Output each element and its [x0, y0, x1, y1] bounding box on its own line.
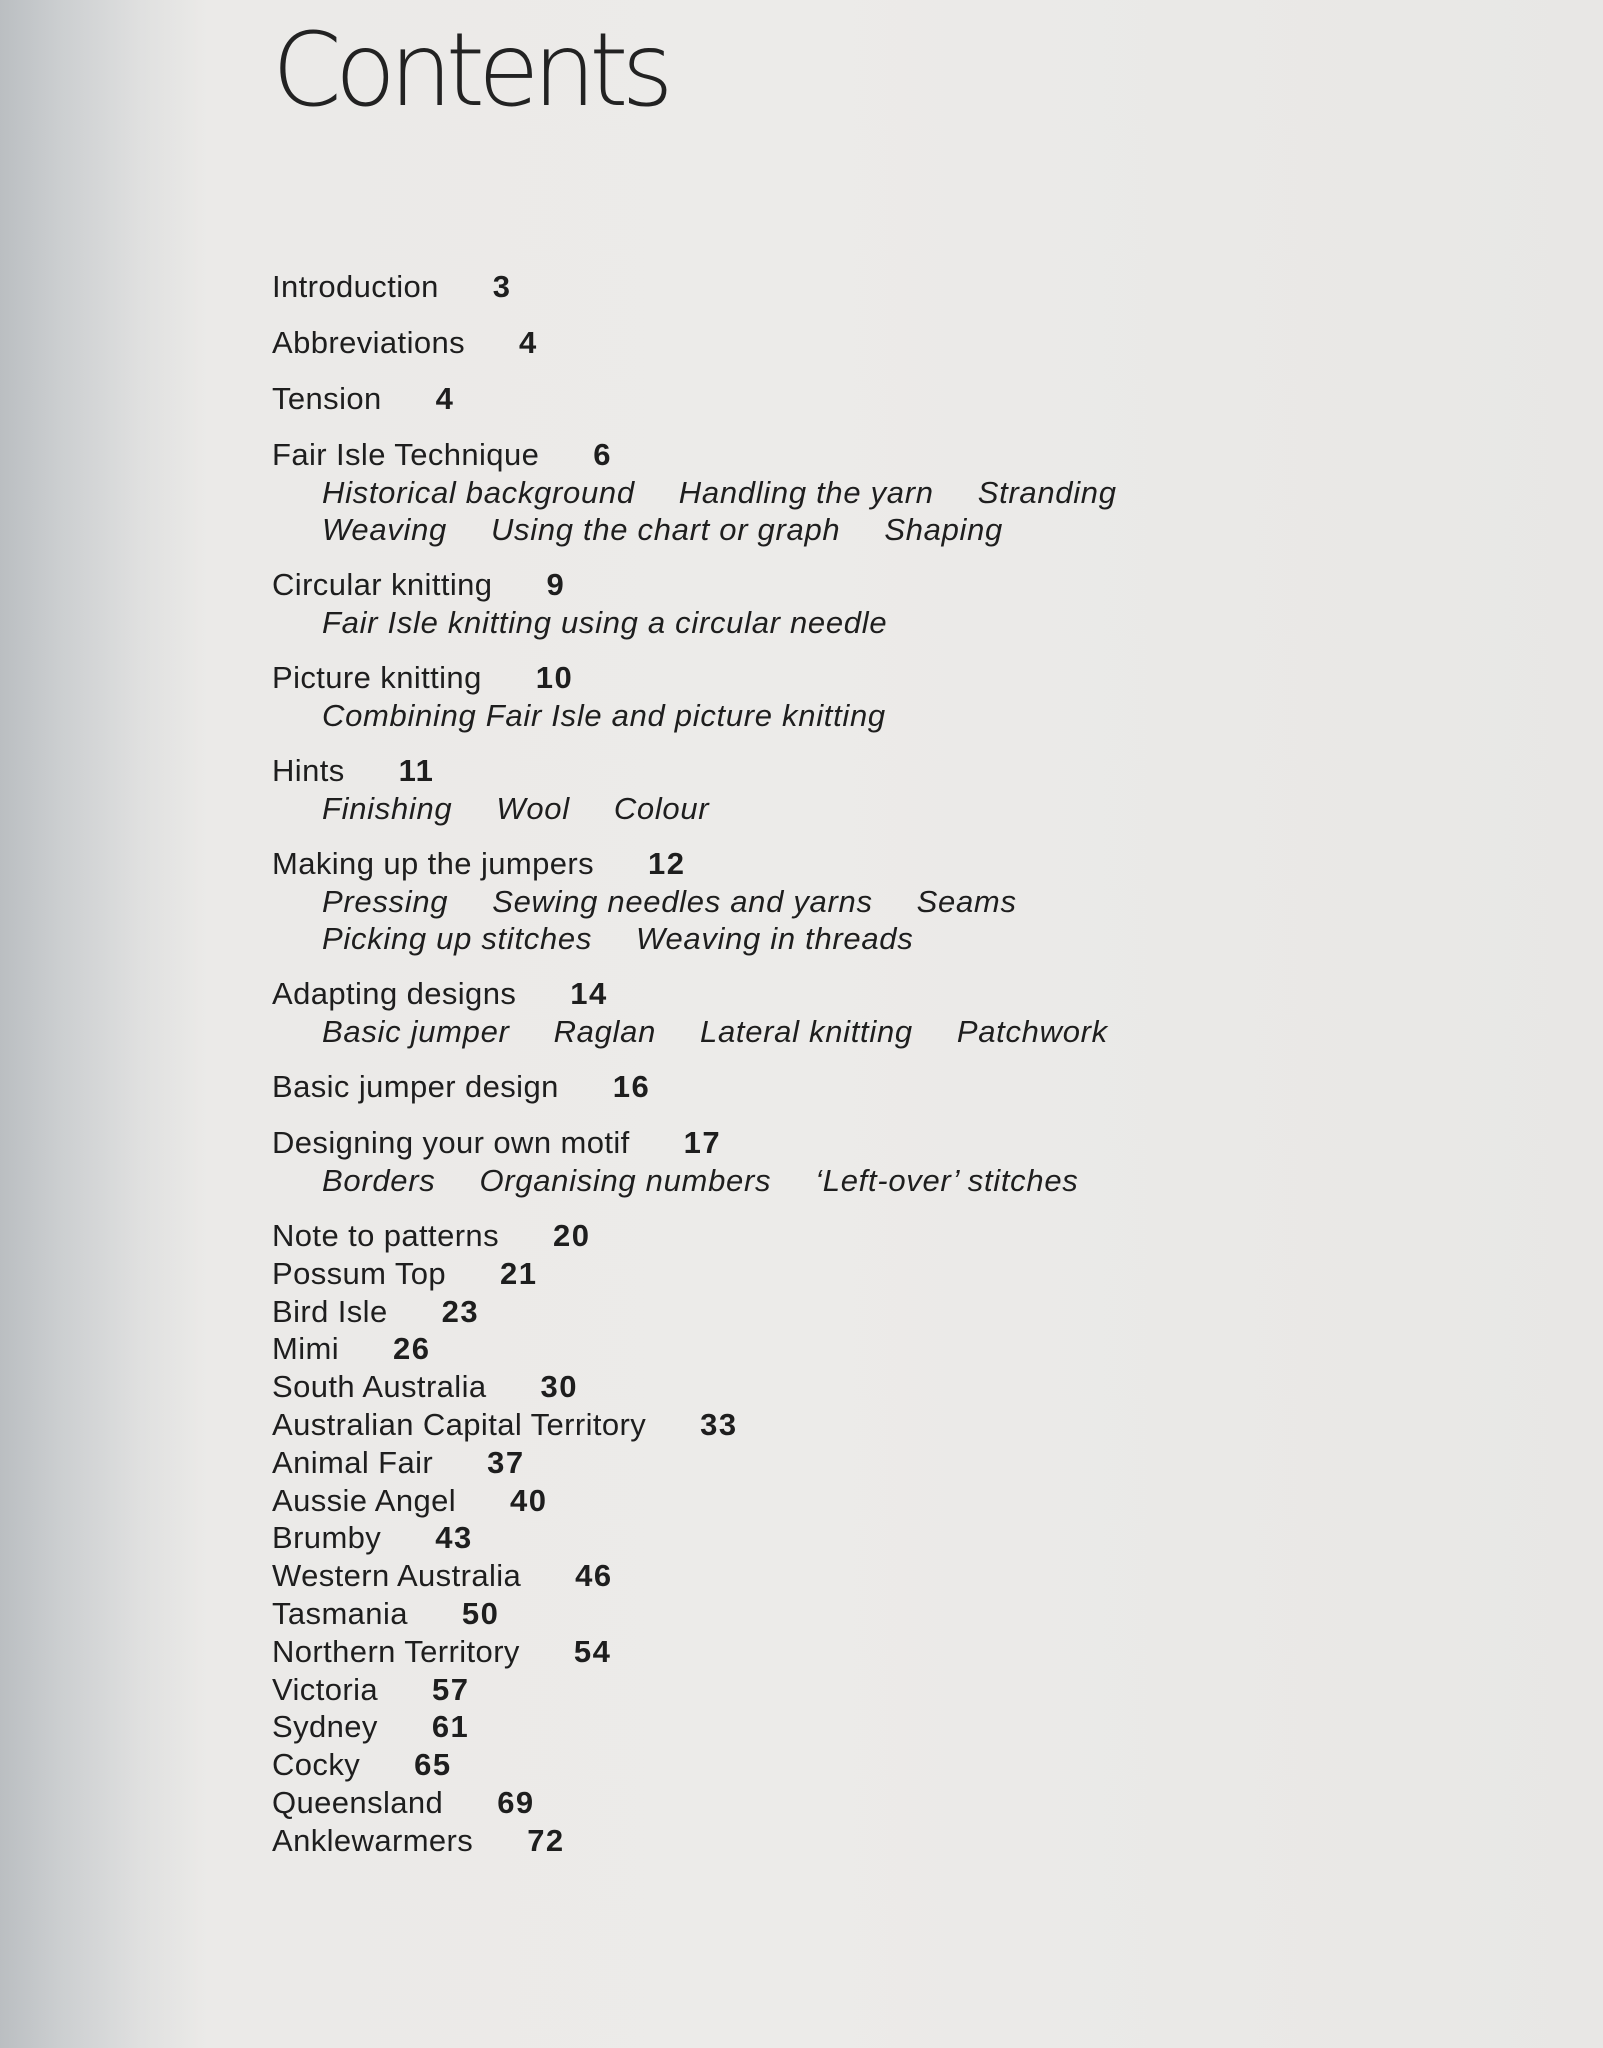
pattern-entry [272, 1633, 1161, 1671]
toc-page-number: 20 [552, 1218, 591, 1253]
toc-entry-heading [272, 268, 1161, 306]
toc-subtopic: Basic jumper [322, 1014, 510, 1049]
toc-page-number: 21 [500, 1255, 538, 1291]
toc-subtopic: Seams [916, 884, 1017, 919]
toc-entry-title: Tension [272, 381, 382, 416]
toc-entry [272, 380, 1161, 418]
toc-page-number: 14 [570, 976, 608, 1011]
toc-page-number: 65 [414, 1747, 452, 1783]
pattern-title: Bird Isle [272, 1293, 388, 1329]
pattern-entry [272, 1746, 1161, 1784]
toc-subtopic: Stranding [977, 475, 1117, 510]
pattern-title: Animal Fair [272, 1444, 434, 1480]
toc-page-number: 43 [435, 1520, 473, 1556]
pattern-title: South Australia [272, 1369, 487, 1405]
toc-page-number: 50 [461, 1595, 500, 1631]
toc-subtopic: Weaving [322, 512, 447, 547]
pattern-entry [272, 1255, 1161, 1293]
pattern-entry-heading [272, 1671, 1161, 1709]
pattern-title: Sydney [272, 1709, 378, 1745]
toc-page-number: 33 [700, 1406, 738, 1442]
toc-subtopic: Raglan [553, 1014, 657, 1049]
pattern-entry [272, 1519, 1161, 1557]
pattern-entry-heading [272, 1557, 1161, 1595]
toc-page-number: 46 [575, 1558, 613, 1594]
table-of-contents [272, 268, 1161, 1860]
pattern-entry [272, 1784, 1161, 1822]
pattern-entry-heading [272, 1784, 1161, 1822]
pattern-entry-heading [272, 1255, 1161, 1293]
toc-page-number: 12 [648, 846, 686, 881]
pattern-title: Brumby [272, 1520, 382, 1556]
pattern-entry-heading [272, 1330, 1161, 1368]
pattern-entry-heading [272, 1482, 1161, 1520]
toc-subtopic: Fair Isle knitting using a circular needle [322, 605, 888, 640]
toc-subtopic: Handling the yarn [678, 475, 934, 510]
toc-entry-title: Hints [272, 753, 345, 788]
pattern-entry [272, 1217, 1161, 1255]
pattern-entry-heading [272, 1406, 1161, 1444]
toc-entry-heading [272, 436, 1161, 474]
toc-entry [272, 1124, 1161, 1199]
toc-page-number: 61 [431, 1709, 470, 1745]
pattern-entry-heading [272, 1633, 1161, 1671]
toc-entry [272, 659, 1161, 734]
pattern-entry-heading [272, 1444, 1161, 1482]
pattern-entry [272, 1708, 1161, 1746]
pattern-entry [272, 1406, 1161, 1444]
toc-entry-heading [272, 1068, 1161, 1106]
toc-entry-heading [272, 752, 1161, 790]
toc-entry-title: Fair Isle Technique [272, 437, 540, 472]
toc-subtopic: Picking up stitches [322, 921, 593, 956]
toc-subtopic-line [322, 790, 1161, 827]
toc-subtopic: Patchwork [956, 1014, 1108, 1049]
pattern-entry [272, 1671, 1161, 1709]
toc-subtopic: Finishing [322, 791, 453, 826]
pattern-title: Tasmania [272, 1595, 408, 1631]
toc-subtopic-line [322, 920, 1161, 957]
toc-subtopic: Combining Fair Isle and picture knitting [322, 698, 886, 733]
toc-entry-title: Picture knitting [272, 660, 482, 695]
toc-page-number: 30 [540, 1369, 579, 1405]
pattern-title: Australian Capital Territory [272, 1406, 647, 1442]
pattern-title: Cocky [272, 1747, 361, 1783]
toc-entry-heading [272, 566, 1161, 604]
pattern-entry-heading [272, 1293, 1161, 1331]
pattern-list-container [272, 1217, 1161, 1860]
pattern-entry [272, 1822, 1161, 1860]
toc-subtopic-line [322, 604, 1161, 641]
pattern-entry-heading [272, 1217, 1161, 1255]
toc-entry-title: Abbreviations [272, 325, 466, 360]
toc-entry-heading [272, 845, 1161, 883]
toc-subtopic-line [322, 1013, 1161, 1050]
toc-subtopic-line [322, 1162, 1161, 1199]
pattern-entry-heading [272, 1595, 1161, 1633]
toc-page-number: 4 [519, 325, 538, 360]
toc-entry [272, 324, 1161, 362]
toc-page-number: 9 [546, 567, 566, 602]
toc-subtopic: Colour [613, 791, 710, 826]
toc-subtopic-line [322, 883, 1161, 920]
pattern-title: Western Australia [272, 1558, 522, 1594]
toc-entry-title: Basic jumper design [272, 1069, 559, 1104]
toc-subtopic: ‘Left-over’ stitches [815, 1163, 1079, 1198]
toc-subtopic-line [322, 697, 1161, 734]
pattern-title: Northern Territory [272, 1633, 520, 1669]
pattern-entry-heading [272, 1708, 1161, 1746]
toc-page-number: 40 [510, 1482, 548, 1518]
toc-entry-heading [272, 659, 1161, 697]
toc-entry-heading [272, 324, 1161, 362]
toc-page-number: 16 [612, 1069, 651, 1104]
toc-subtopic: Lateral knitting [700, 1014, 913, 1049]
toc-subtopic: Historical background [322, 475, 635, 510]
toc-page-number: 57 [432, 1671, 470, 1707]
toc-subtopic: Organising numbers [479, 1163, 772, 1198]
toc-page-number: 23 [441, 1293, 480, 1329]
pattern-entry [272, 1293, 1161, 1331]
toc-page-number: 10 [535, 660, 574, 695]
pattern-title: Anklewarmers [272, 1822, 474, 1858]
toc-page-number: 11 [398, 753, 435, 788]
pattern-entry-heading [272, 1746, 1161, 1784]
pattern-entry [272, 1595, 1161, 1633]
toc-subtopic: Sewing needles and yarns [492, 884, 873, 919]
toc-subtopic: Using the chart or graph [490, 512, 841, 547]
toc-entry-title: Circular knitting [272, 567, 493, 602]
toc-entry-title: Designing your own motif [272, 1125, 630, 1160]
toc-subtopic: Pressing [322, 884, 449, 919]
toc-entry [272, 436, 1161, 548]
toc-subtopic: Wool [496, 791, 570, 826]
toc-entry-title: Adapting designs [272, 976, 517, 1011]
toc-page-number: 72 [527, 1822, 565, 1858]
toc-subtopic: Weaving in threads [636, 921, 914, 956]
toc-entry-heading [272, 1124, 1161, 1162]
pattern-entry [272, 1482, 1161, 1520]
pattern-entry [272, 1368, 1161, 1406]
pattern-entry [272, 1444, 1161, 1482]
toc-entry [272, 845, 1161, 957]
toc-entry [272, 752, 1161, 827]
pattern-entry [272, 1330, 1161, 1368]
toc-entry [272, 975, 1161, 1050]
toc-entry-title: Making up the jumpers [272, 846, 595, 881]
pattern-title: Victoria [272, 1671, 379, 1707]
toc-entry-heading [272, 380, 1161, 418]
page-gutter-shadow [0, 0, 210, 2048]
pattern-entry-heading [272, 1822, 1161, 1860]
toc-page-number: 4 [435, 381, 455, 416]
toc-page-number: 37 [487, 1444, 525, 1480]
pattern-entry-heading [272, 1368, 1161, 1406]
page-title: Contents [272, 11, 667, 130]
pattern-entry-heading [272, 1519, 1161, 1557]
toc-subtopic: Shaping [884, 512, 1003, 547]
toc-page-number: 69 [497, 1784, 535, 1820]
toc-subtopic-line [322, 511, 1161, 548]
toc-page-number: 54 [573, 1633, 612, 1669]
toc-page-number: 17 [683, 1125, 722, 1160]
toc-entry-title: Introduction [272, 269, 439, 304]
toc-subtopic-line [322, 474, 1161, 511]
pattern-list [272, 1217, 1161, 1860]
pattern-title: Mimi [272, 1331, 340, 1367]
toc-entry [272, 566, 1161, 641]
toc-page-number: 3 [492, 269, 512, 304]
toc-page-number: 26 [393, 1331, 431, 1367]
pattern-title: Note to patterns [272, 1218, 499, 1253]
toc-page-number: 6 [593, 437, 612, 472]
pattern-title: Queensland [272, 1784, 444, 1820]
toc-entry [272, 1068, 1161, 1106]
toc-entry-heading [272, 975, 1161, 1013]
pattern-entry [272, 1557, 1161, 1595]
toc-subtopic: Borders [322, 1163, 436, 1198]
pattern-title: Possum Top [272, 1255, 447, 1291]
pattern-title: Aussie Angel [272, 1482, 457, 1518]
toc-entry [272, 268, 1161, 306]
